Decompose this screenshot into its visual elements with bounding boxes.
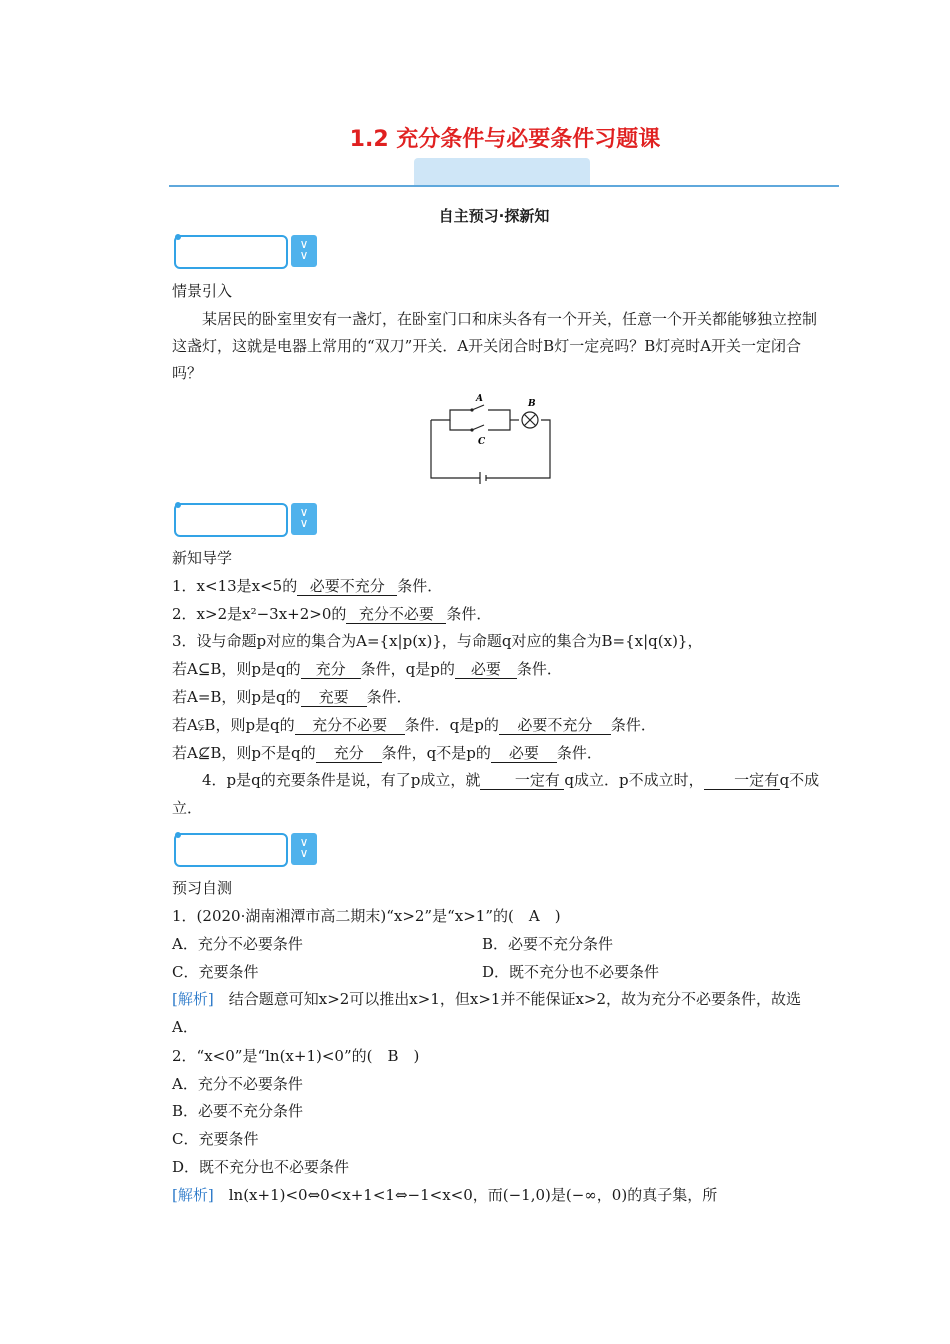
intro-paragraph: 某居民的卧室里安有一盏灯，在卧室门口和床头各有一个开关，任意一个开关都能够独立控制这盏灯，这就是电器上常用的“双刀”开关．A开关闭合时B灯一定亮吗？B灯亮时A开关一定闭合吗？ bbox=[172, 310, 818, 382]
question-1-option-d: D．既不充分也不必要条件 bbox=[482, 963, 660, 981]
question-1-analysis: [解析] 结合题意可知x>2可以推出x>1，但x>1并不能保证x>2，故为充分不必要条件，故选A． bbox=[172, 990, 802, 1036]
section-title: 自主预习·探新知 bbox=[438, 207, 550, 225]
box-dot-icon bbox=[175, 502, 181, 508]
question-1-option-c: C．充要条件 bbox=[172, 963, 259, 981]
knowledge-row-1: 若A⊆B，则p是q的 充分 条件，q是p的 必要 条件． bbox=[172, 660, 562, 678]
question-1-option-a: A．充分不必要条件 bbox=[172, 935, 303, 953]
lamp-icon bbox=[522, 412, 538, 428]
question-2-option-d: D．既不充分也不必要条件 bbox=[172, 1158, 350, 1176]
double-chevron-down-icon: ∨ ∨ bbox=[291, 503, 317, 535]
label-a: A bbox=[476, 394, 483, 404]
knowledge-item-2: 2．x>2是x²−3x+2>0的 充分不必要 条件． bbox=[172, 605, 492, 623]
page-title: 1.2 充分条件与必要条件习题课 bbox=[349, 127, 661, 152]
analysis-tag: [解析] bbox=[172, 990, 214, 1008]
question-2-option-c: C．充要条件 bbox=[172, 1130, 259, 1148]
section-box-3 bbox=[174, 833, 288, 867]
self-test-heading: 预习自测 bbox=[172, 879, 233, 897]
knowledge-item-1: 1．x<13是x<5的 必要不充分 条件． bbox=[172, 577, 443, 595]
switch-c-contact bbox=[470, 428, 473, 431]
knowledge-row-2: 若A=B，则p是q的 充要 条件． bbox=[172, 688, 412, 706]
question-1-option-b: B．必要不充分条件 bbox=[482, 935, 614, 953]
header-tab-decoration bbox=[414, 158, 590, 186]
box-dot-icon bbox=[175, 832, 181, 838]
question-2-option-b: B．必要不充分条件 bbox=[172, 1102, 304, 1120]
knowledge-row-3: 若A⫋B，则p是q的 充分不必要 条件．q是p的 必要不充分 条件． bbox=[172, 716, 656, 734]
label-c: C bbox=[478, 437, 486, 447]
section-box-1 bbox=[174, 235, 288, 269]
knowledge-item-3-intro: 3．设与命题p对应的集合为A={x|p(x)}，与命题q对应的集合为B={x|q(x)}， bbox=[172, 632, 703, 650]
question-2-option-a: A．充分不必要条件 bbox=[172, 1075, 303, 1093]
analysis-tag: [解析] bbox=[172, 1186, 214, 1204]
switch-a-contact bbox=[470, 408, 473, 411]
section-box-2 bbox=[174, 503, 288, 537]
box-dot-icon bbox=[175, 234, 181, 240]
knowledge-row-4: 若A⊈B，则p不是q的 充分 条件，q不是p的 必要 条件． bbox=[172, 744, 602, 762]
new-knowledge-heading: 新知导学 bbox=[172, 549, 233, 567]
double-chevron-down-icon: ∨ ∨ bbox=[291, 235, 317, 267]
question-1-stem: 1．(2020·湖南湘潭市高二期末)“x>2”是“x>1”的( A ) bbox=[172, 907, 561, 925]
knowledge-item-4: 4．p是q的充要条件是说，有了p成立，就 一定有 q成立．p不成立时， 一定有q不成立． bbox=[172, 771, 820, 817]
question-2-analysis: [解析] ln(x+1)<0⇔0<x+1<1⇔−1<x<0，而(−1,0)是(−∞，0)的真子集，所 bbox=[172, 1186, 718, 1204]
header-rule bbox=[169, 185, 839, 187]
label-b: B bbox=[528, 399, 536, 409]
intro-heading: 情景引入 bbox=[172, 282, 233, 300]
circuit-diagram bbox=[428, 392, 556, 484]
double-chevron-down-icon: ∨ ∨ bbox=[291, 833, 317, 865]
question-2-stem: 2．“x<0”是“ln(x+1)<0”的( B ) bbox=[172, 1047, 420, 1065]
